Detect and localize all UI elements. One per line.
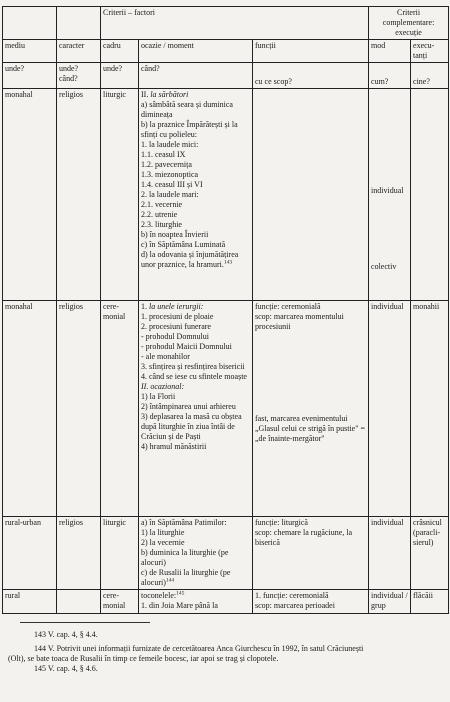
ocazie-line: 1. la laudele mici: (141, 140, 199, 149)
ocazie-line: 1.3. miezonoptica (141, 170, 199, 179)
ocazie-heading: la sărbători (150, 90, 189, 99)
ocazie-line: 1.2. pavecernița (141, 160, 192, 169)
ocazie-text: c) de Rusalii la liturghie (pe alocuri) (141, 568, 231, 587)
col-mod: mod (369, 40, 411, 63)
ocazie-text: toconelele: (141, 591, 177, 600)
cell-executanti: crâsnicul (paracli-sierul) (411, 517, 449, 590)
functii-line: fast, marcarea evenimentului „Glasul celui ce strigă în pustie" = „de înainte-mergător" (255, 414, 365, 443)
ocazie-line: 1) la Florii (141, 392, 176, 401)
footnote-144: 144 V. Potrivit unei informații furnizate de cercetătoarea Anca Giurchescu în 1992, în satul Crăciunești (34, 644, 364, 653)
ocazie-line: b) duminica la liturghie (pe alocuri) (141, 548, 229, 567)
cell-mediu: monahal (3, 89, 57, 301)
functii-line: funcție: ceremonială (255, 302, 321, 311)
footnote-ref: 144 (165, 577, 175, 584)
cell-ocazie (139, 301, 253, 517)
footnote-144-cont: (Olt), se bate toaca de Rusalii în timp ce femeile bocesc, iar apoi se trag și clopotele. (8, 654, 279, 663)
ocazie-line: 2.3. liturghie (141, 220, 182, 229)
classification-table (2, 6, 449, 614)
ocazie-line: 1) la liturghie (141, 528, 185, 537)
q-functii: cu ce scop? (253, 63, 369, 89)
cell-caracter: religios (57, 517, 101, 590)
functii-line: 1. funcție: ceremonială (255, 591, 329, 600)
cell-executanti (411, 89, 449, 301)
cell-cadru: cere-monial (101, 301, 139, 517)
ocazie-line: 3. sfințirea și resfințirea bisericii (141, 362, 245, 371)
ocazie-line: 1. la unele ierurgii: (141, 302, 204, 311)
q-ocazie: când? (139, 63, 253, 89)
cell-mod: individual / grup (369, 590, 411, 614)
q-mediu: unde? (3, 63, 57, 89)
ocazie-line: 2) la vecernie (141, 538, 185, 547)
functii-line: scop: marcarea momentului procesiunii (255, 312, 344, 331)
col-cadru: cadru (101, 40, 139, 63)
ocazie-line (141, 591, 250, 601)
q-executanti: cine? (411, 63, 449, 89)
col-mediu: mediu (3, 40, 57, 63)
ocazie-heading: la unele ierurgii: (149, 302, 204, 311)
ocazie-line: 1. procesiuni de ploaie (141, 312, 214, 321)
ocazie-line: 2. procesiuni funerare (141, 322, 211, 331)
ocazie-line: 4. când se iese cu sfintele moaște (141, 372, 247, 381)
q-cadru: unde? (101, 63, 139, 89)
cell-mod: individual (369, 301, 411, 517)
col-executanti: execu-tanți (411, 40, 449, 63)
ocazie-line: a) sâmbătă seara și duminica dimineața (141, 100, 233, 119)
ocazie-line: 1.1. ceasul IX (141, 150, 186, 159)
q-caracter: unde? când? (57, 63, 101, 89)
cell-cadru: liturgic (101, 517, 139, 590)
ocazie-line: b) în noaptea Învierii (141, 230, 209, 239)
cell-executanti: flăcăii (411, 590, 449, 614)
ocazie-line (141, 250, 250, 270)
cell-ocazie (139, 517, 253, 590)
mod-line: individual (371, 186, 404, 195)
cell-functii (253, 89, 369, 301)
ocazie-line (141, 568, 250, 588)
table-row (3, 590, 449, 614)
cell-mediu: monahal (3, 301, 57, 517)
ocazie-line (141, 382, 250, 392)
footnote-ref: 143 (223, 259, 233, 266)
cell-mod (369, 89, 411, 301)
cell-functii (253, 517, 369, 590)
footnote-145: 145 V. cap. 4, § 4.6. (34, 664, 98, 673)
functii-line: scop: chemare la rugăciune, la biserică (255, 528, 353, 547)
ocazie-line: 2) întâmpinarea unui arhiereu (141, 402, 236, 411)
ocazie-line: 1. din Joia Mare până la (141, 601, 218, 610)
ocazie-line: - ale monahilor (141, 352, 190, 361)
ocazie-line: - prohodul Domnului (141, 332, 209, 341)
cell-caracter: religios (57, 301, 101, 517)
cell-ocazie (139, 89, 253, 301)
functii-line: scop: marcarea perioadei (255, 601, 335, 610)
blank-cell (3, 7, 57, 40)
col-caracter: caracter (57, 40, 101, 63)
ocazie-line: b) la praznice Împărătești și la sfinți cu polieleu: (141, 120, 238, 139)
ocazie-line: - prohodul Maicii Domnului (141, 342, 232, 351)
cell-executanti: monahii (411, 301, 449, 517)
table-row (3, 517, 449, 590)
blank-cell (57, 7, 101, 40)
footnote-143: 143 V. cap. 4, § 4.4. (34, 630, 98, 639)
criterii-factori-header: Criterii – factori (101, 7, 369, 40)
cell-cadru: liturgic (101, 89, 139, 301)
cell-cadru: cere-monial (101, 590, 139, 614)
cell-mediu: rural (3, 590, 57, 614)
ocazie-line: 1.4. ceasul III și VI (141, 180, 203, 189)
ocazie-heading: II. ocazional: (141, 382, 185, 391)
cell-caracter: religios (57, 89, 101, 301)
header-row-questions (3, 63, 449, 89)
ocazie-line: 2.1. vecernie (141, 200, 183, 209)
cell-mediu: rural-urban (3, 517, 57, 590)
header-row-columns (3, 40, 449, 63)
col-functii: funcții (253, 40, 369, 63)
ocazie-line: 3) deplasarea la masă cu obștea după liturghie în ziua întâi de Crăciun și de Paști (141, 412, 242, 441)
footnote-rule (20, 622, 150, 623)
criterii-complementare-header: Criterii complementare: execuție (369, 7, 449, 40)
col-ocazie: ocazie / moment (139, 40, 253, 63)
header-row-groups (3, 7, 449, 40)
q-mod: cum? (369, 63, 411, 89)
table-row (3, 301, 449, 517)
footnote-ref: 145 (176, 590, 185, 597)
cell-ocazie (139, 590, 253, 614)
mod-line: colectiv (371, 262, 397, 271)
ocazie-line: 2.2. utrenie (141, 210, 178, 219)
ocazie-line: c) în Săptămâna Luminată (141, 240, 226, 249)
ocazie-line: 2. la laudele mari: (141, 190, 199, 199)
ocazie-line: 4) hramul mănăstirii (141, 442, 207, 451)
cell-functii (253, 590, 369, 614)
table-row (3, 89, 449, 301)
ocazie-line: a) în Săptămâna Patimilor: (141, 518, 227, 527)
ocazie-line: II. la sărbători (141, 90, 189, 99)
cell-functii (253, 301, 369, 517)
cell-mod: individual (369, 517, 411, 590)
cell-caracter (57, 590, 101, 614)
ocazie-text: d) la odovania și înjumătățirea unor praznice, la hramuri. (141, 250, 239, 269)
functii-line: funcție: liturgică (255, 518, 308, 527)
